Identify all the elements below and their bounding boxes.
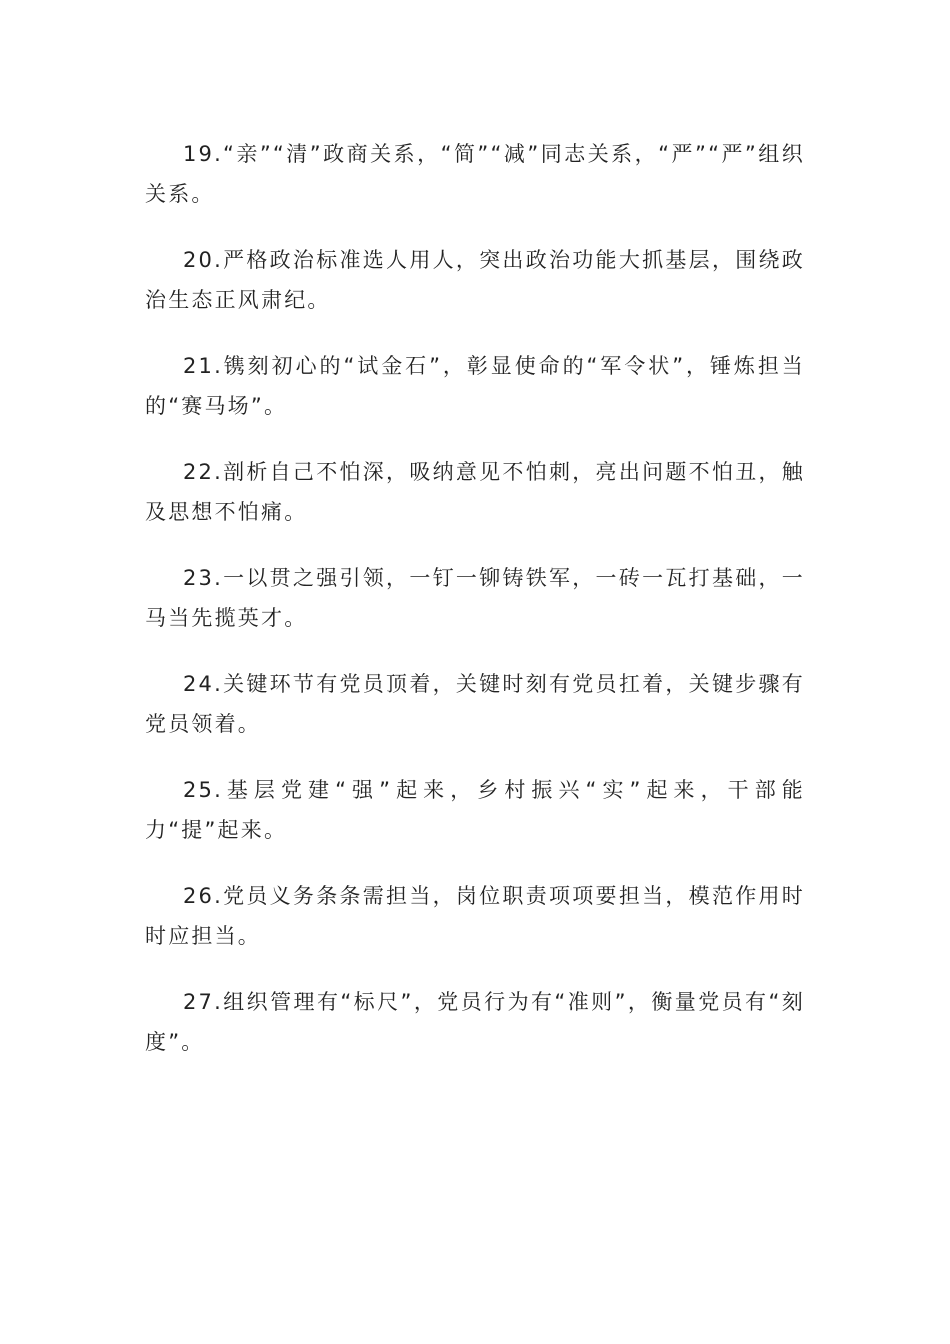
paragraph-26: 26.党员义务条条需担当，岗位职责项项要担当，模范作用时时应担当。 <box>145 884 805 948</box>
document-body <box>145 134 805 1088</box>
paragraph-20: 20.严格政治标准选人用人，突出政治功能大抓基层，围绕政治生态正风肃纪。 <box>145 248 805 312</box>
paragraph-25: 25.基层党建“强”起来，乡村振兴“实”起来，干部能力“提”起来。 <box>145 778 805 842</box>
paragraph-19: 19.“亲”“清”政商关系，“简”“减”同志关系，“严”“严”组织关系。 <box>145 142 805 206</box>
paragraph-23: 23.一以贯之强引领，一钉一铆铸铁军，一砖一瓦打基础，一马当先揽英才。 <box>145 566 805 630</box>
paragraph-27: 27.组织管理有“标尺”，党员行为有“准则”，衡量党员有“刻度”。 <box>145 990 805 1054</box>
paragraph-21: 21.镌刻初心的“试金石”，彰显使命的“军令状”，锤炼担当的“赛马场”。 <box>145 354 805 418</box>
paragraph-24: 24.关键环节有党员顶着，关键时刻有党员扛着，关键步骤有党员领着。 <box>145 672 805 736</box>
paragraph-22: 22.剖析自己不怕深，吸纳意见不怕刺，亮出问题不怕丑，触及思想不怕痛。 <box>145 460 805 524</box>
